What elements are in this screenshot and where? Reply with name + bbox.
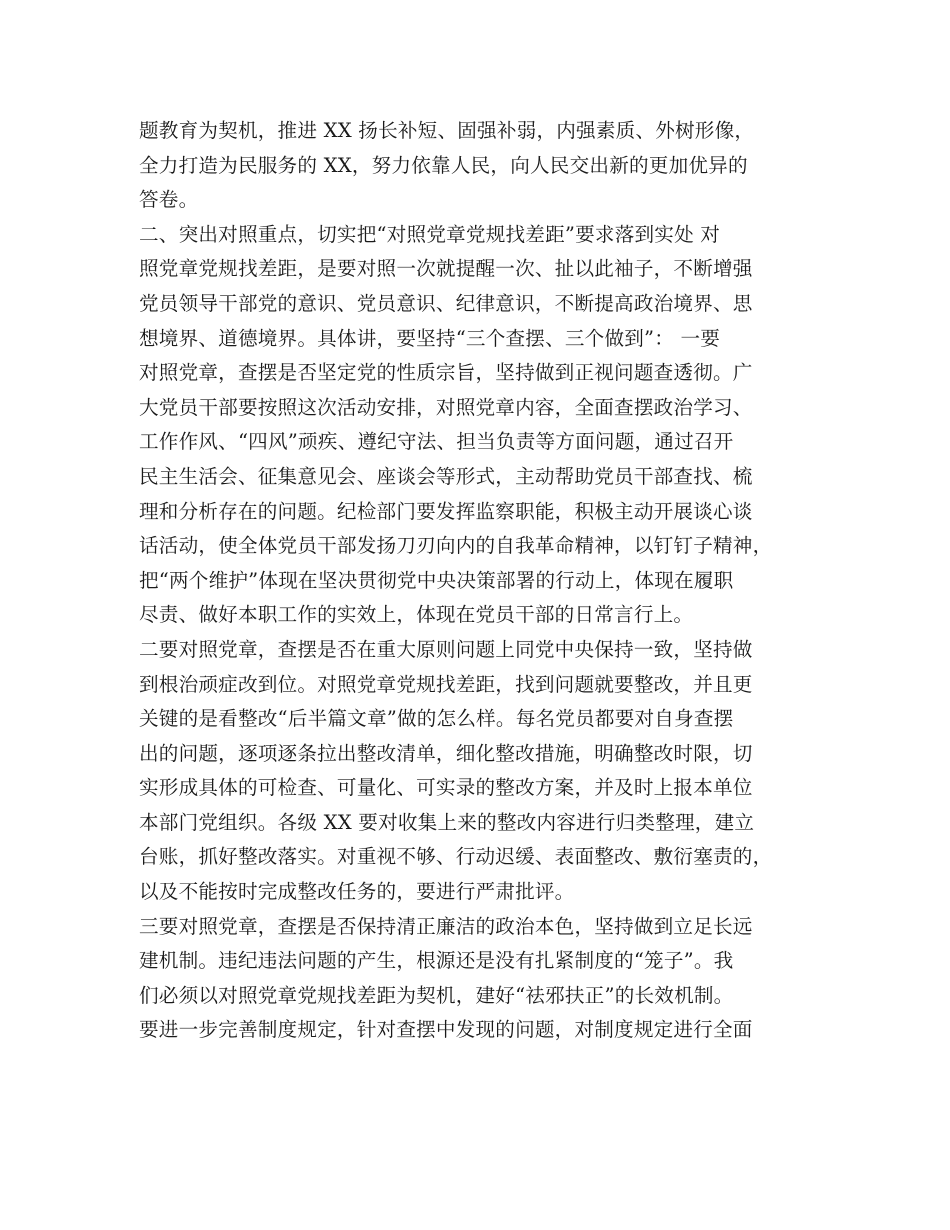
text-line: 二要对照党章，查摆是否在重大原则问题上同党中央保持一致，坚持做 xyxy=(139,637,753,661)
text-line: 二、突出对照重点，切实把“对照党章党规找差距”要求落到实处 对 xyxy=(139,222,721,246)
text-line: 建机制。违纪违法问题的产生，根源还是没有扎紧制度的“笼子”。我 xyxy=(139,949,734,973)
text-line: 照党章党规找差距，是要对照一次就提醒一次、扯以此袖子，不断增强 xyxy=(139,257,753,281)
text-line: 工作作风、“四风”顽疾、遵纪守法、担当负责等方面问题，通过召开 xyxy=(139,430,734,454)
text-line: 全力打造为民服务的 XX，努力依靠人民，向人民交出新的更加优异的 xyxy=(139,153,748,177)
text-line: 答卷。 xyxy=(139,188,199,212)
text-line: 出的问题，逐项逐条拉出整改清单，细化整改措施，明确整改时限，切 xyxy=(139,741,753,765)
text-line: 以及不能按时完成整改任务的，要进行严肃批评。 xyxy=(139,880,575,904)
text-line: 台账，抓好整改落实。对重视不够、行动迟缓、表面整改、敷衍塞责的， xyxy=(139,845,773,869)
text-line: 三要对照党章，查摆是否保持清正廉洁的政治本色，坚持做到立足长远 xyxy=(139,914,753,938)
text-line: 尽责、做好本职工作的实效上，体现在党员干部的日常言行上。 xyxy=(139,603,694,627)
text-line: 民主生活会、征集意见会、座谈会等形式，主动帮助党员干部查找、梳 xyxy=(139,464,753,488)
text-line: 题教育为契机，推进 XX 扬长补短、固强补弱，内强素质、外树形像， xyxy=(139,119,755,142)
text-line: 对照党章，查摆是否坚定党的性质宗旨，坚持做到正视问题查透彻。广 xyxy=(139,361,753,385)
text-line: 想境界、道德境界。具体讲，要坚持“三个查摆、三个做到”： 一要 xyxy=(139,326,721,350)
text-line: 要进一步完善制度规定，针对查摆中发现的问题，对制度规定进行全面 xyxy=(139,1018,753,1042)
text-line: 理和分析存在的问题。纪检部门要发挥监察职能，积极主动开展谈心谈 xyxy=(139,499,753,523)
text-line: 本部门党组织。各级 XX 要对收集上来的整改内容进行归类整理，建立 xyxy=(139,810,755,834)
text-line: 们必须以对照党章党规找差距为契机，建好“祛邪扶正”的长效机制。 xyxy=(139,983,734,1007)
text-line: 到根治顽症改到位。对照党章党规找差距，找到问题就要整改，并且更 xyxy=(139,672,753,696)
text-line: 关键的是看整改“后半篇文章”做的怎么样。每名党员都要对自身查摆 xyxy=(139,707,734,731)
text-line: 话活动，使全体党员干部发扬刀刃向内的自我革命精神，以钉钉子精神， xyxy=(139,534,773,558)
text-line: 实形成具体的可检查、可量化、可实录的整改方案，并及时上报本单位 xyxy=(139,776,753,800)
text-line: 党员领导干部党的意识、党员意识、纪律意识，不断提高政治境界、思 xyxy=(139,291,753,315)
text-line: 把“两个维护”体现在坚决贯彻党中央决策部署的行动上，体现在履职 xyxy=(139,568,734,592)
text-line: 大党员干部要按照这次活动安排，对照党章内容，全面查摆政治学习、 xyxy=(139,395,753,419)
body-text xyxy=(139,114,839,1048)
